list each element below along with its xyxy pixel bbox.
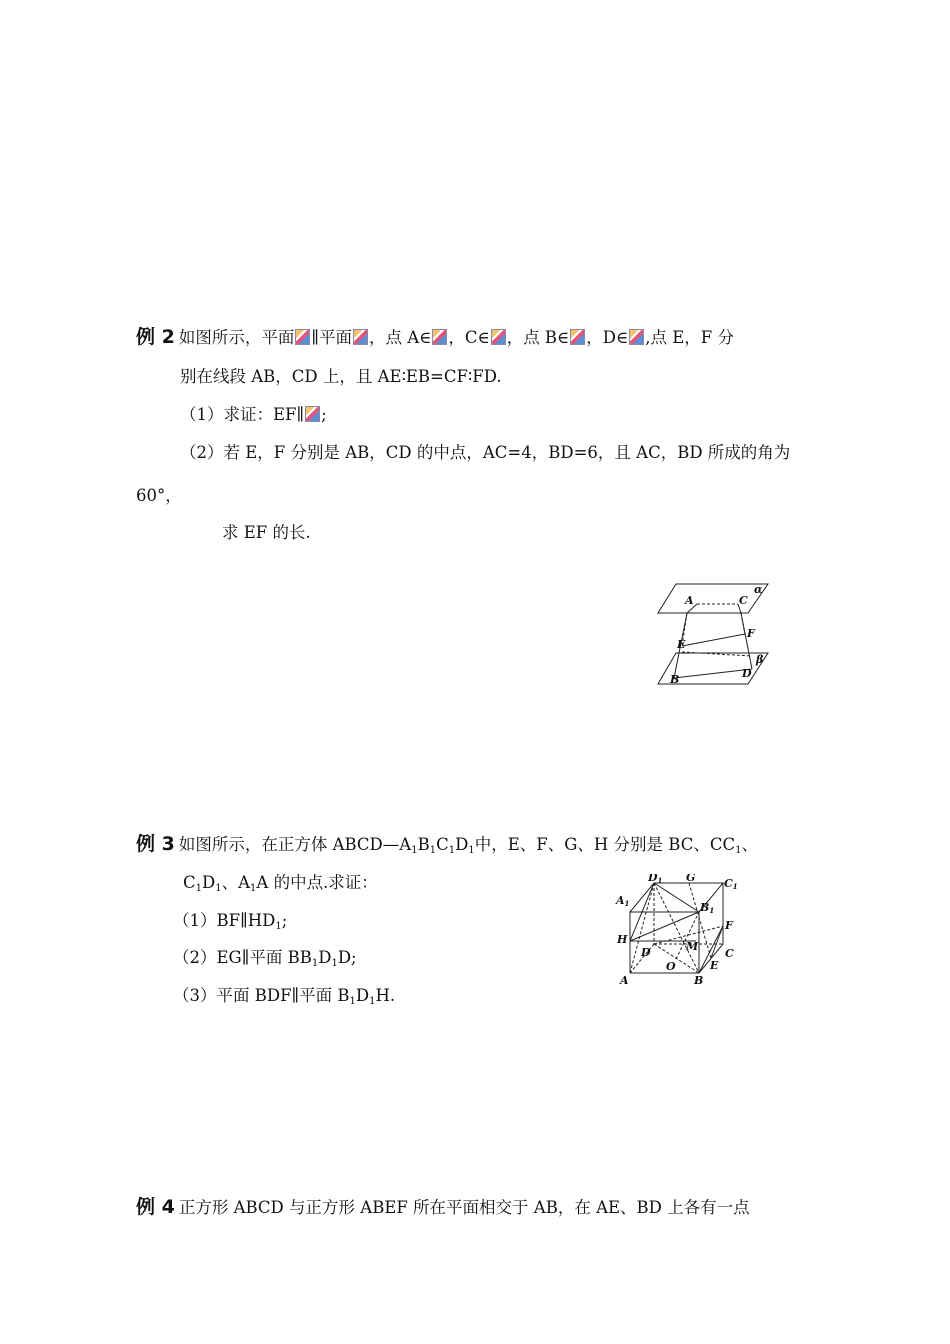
point-g-label: G (686, 874, 696, 884)
point-f-label: F (747, 627, 755, 640)
point-a1-label: A1 (616, 894, 630, 908)
point-b-label: B (670, 673, 680, 686)
point-c-label: C (725, 947, 734, 960)
plane-beta-image-icon (353, 329, 368, 345)
plane-alpha-image-icon (305, 406, 320, 422)
ex2-part-2: （2）若 E，F 分别是 AB，CD 的中点，AC=4，BD=6，且 AC，BD 所成的角为 (180, 443, 791, 462)
ex4-heading: 例 4 (136, 1196, 175, 1218)
plane-beta-image-icon (570, 329, 585, 345)
point-c-label: C (739, 594, 748, 607)
ex2-heading: 例 2 (136, 326, 175, 348)
ex3-part-2: （2）EG∥平面 $BB_1D_1D$; (173, 948, 357, 969)
point-b1-label: B1 (700, 901, 715, 915)
plane-alpha-image-icon (432, 329, 447, 345)
point-h-label: H (617, 933, 628, 946)
point-d-label: D (742, 667, 752, 680)
ex3-part-3: （3）平面 BDF∥平面 $B_1D_1H$. (173, 986, 396, 1007)
ex3-line-2: $C_1D_1$、$A_1A$ 的中点.求证： (183, 873, 378, 894)
ex2-part-2-cont-2: 求 EF 的长. (222, 523, 311, 542)
point-c1-label: C1 (724, 877, 738, 891)
beta-label: β (756, 653, 764, 666)
ex4-line-1: 例 4 正方形 ABCD 与正方形 ABEF 所在平面相交于 AB，在 AE、BD 上各有一点 (136, 1196, 750, 1218)
point-f-label: F (725, 919, 733, 932)
point-e-label: E (677, 638, 686, 651)
ex3-line-1: 例 3 如图所示，在正方体 $ABCD—A_1B_1C_1D_1$中，E、F、G、H 分别是 BC、$CC_1$、 (136, 833, 758, 856)
ex2-line-2: 别在线段 AB，CD 上，且 AE∶EB=CF∶FD. (180, 367, 502, 386)
point-b-label: B (694, 974, 704, 986)
plane-beta-image-icon (629, 329, 644, 345)
point-o-label: O (666, 960, 676, 973)
point-e-label: E (710, 959, 719, 972)
ex2-parallel-planes-figure (656, 580, 776, 690)
plane-alpha-image-icon (295, 329, 310, 345)
alpha-label: α (754, 583, 763, 596)
ex2-line-1: 例 2 如图所示，平面 ∥平面 ，点 A∈ ，C∈ ，点 B∈ ，D∈ ,点 E，F 分 (136, 326, 734, 348)
ex3-cube-figure (614, 874, 744, 986)
ex2-part-1: （1）求证：EF∥ ; (180, 405, 327, 424)
point-a-label: A (620, 974, 629, 986)
plane-alpha-image-icon (491, 329, 506, 345)
ex3-heading: 例 3 (136, 833, 175, 855)
ex2-part-2-cont: 60°， (136, 486, 182, 505)
point-m-label: M (686, 940, 699, 953)
ex3-part-1: $(1)BF\parallel HD_1$; (173, 911, 288, 932)
point-d-label: D (641, 946, 651, 959)
point-d1-label: D1 (648, 874, 663, 885)
point-a-label: A (685, 594, 694, 607)
